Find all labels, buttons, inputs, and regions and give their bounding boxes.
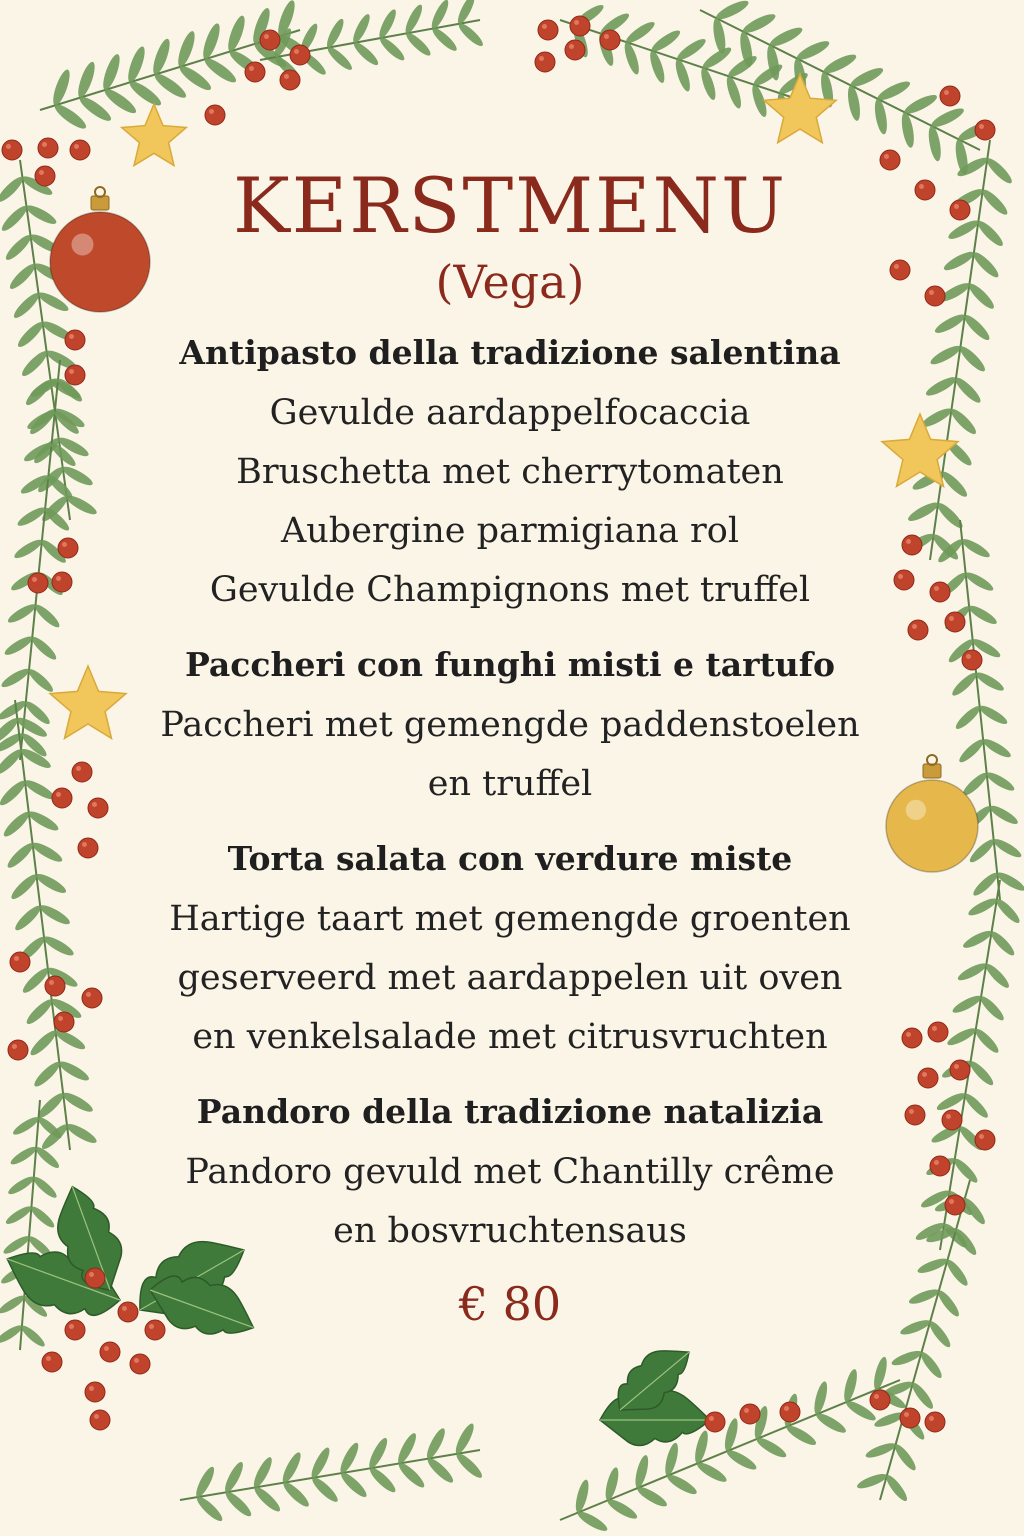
course-item: Hartige taart met gemengde groenten <box>169 899 851 939</box>
course-title: Torta salata con verdure miste <box>227 839 793 878</box>
menu-card <box>130 160 890 1337</box>
red-berry-icon <box>245 62 265 82</box>
red-berry-icon <box>82 988 102 1008</box>
red-berry-icon <box>950 1060 970 1080</box>
red-berry-icon <box>918 1068 938 1088</box>
course-item: Pandoro gevuld met Chantilly crême <box>185 1152 835 1192</box>
red-berry-icon <box>290 45 310 65</box>
red-berry-icon <box>85 1268 105 1288</box>
gold-star-icon <box>50 666 126 738</box>
red-berry-icon <box>945 1195 965 1215</box>
red-berry-icon <box>565 40 585 60</box>
red-berry-icon <box>35 166 55 186</box>
red-berry-icon <box>88 798 108 818</box>
red-berry-icon <box>205 105 225 125</box>
course-pandoro <box>130 1081 890 1261</box>
course-item: en venkelsalade met citrusvruchten <box>192 1017 828 1057</box>
gold-star-icon <box>122 104 187 166</box>
red-berry-icon <box>902 1028 922 1048</box>
course-item: Gevulde Champignons met truffel <box>209 570 811 610</box>
red-berry-icon <box>8 1040 28 1060</box>
pine-branch-icon <box>40 0 314 132</box>
red-berry-icon <box>65 1320 85 1340</box>
red-berry-icon <box>600 30 620 50</box>
course-item: Gevulde aardappelfocaccia <box>269 393 751 433</box>
course-paccheri <box>130 634 890 814</box>
red-berry-icon <box>915 180 935 200</box>
red-berry-icon <box>570 16 590 36</box>
red-berry-icon <box>908 620 928 640</box>
red-berry-icon <box>975 120 995 140</box>
red-berry-icon <box>538 20 558 40</box>
course-item: en truffel <box>427 764 593 804</box>
red-berry-icon <box>65 365 85 385</box>
course-item: Paccheri met gemengde paddenstoelen <box>160 705 860 745</box>
course-item: Bruschetta met cherrytomaten <box>236 452 784 492</box>
red-berry-icon <box>870 1390 890 1410</box>
red-berry-icon <box>45 976 65 996</box>
red-berry-icon <box>925 286 945 306</box>
red-berry-icon <box>930 1156 950 1176</box>
course-item: Aubergine parmigiana rol <box>280 511 740 551</box>
course-title: Paccheri con funghi misti e tartufo <box>185 645 835 684</box>
red-berry-icon <box>740 1404 760 1424</box>
red-berry-icon <box>130 1354 150 1374</box>
red-berry-icon <box>780 1402 800 1422</box>
red-berry-icon <box>928 1022 948 1042</box>
red-berry-icon <box>10 952 30 972</box>
red-berry-icon <box>100 1342 120 1362</box>
red-berry-icon <box>975 1130 995 1150</box>
red-berry-icon <box>2 140 22 160</box>
red-berry-icon <box>890 260 910 280</box>
red-berry-icon <box>52 788 72 808</box>
red-berry-icon <box>945 612 965 632</box>
course-torta-salata <box>130 828 890 1067</box>
red-berry-icon <box>28 573 48 593</box>
pine-branch-icon <box>180 1421 485 1524</box>
red-berry-icon <box>942 1110 962 1130</box>
red-berry-icon <box>78 838 98 858</box>
red-berry-icon <box>894 570 914 590</box>
pine-branch-icon <box>560 1356 908 1534</box>
red-berry-icon <box>940 86 960 106</box>
red-berry-icon <box>902 535 922 555</box>
red-berry-icon <box>58 538 78 558</box>
red-berry-icon <box>85 1382 105 1402</box>
red-berry-icon <box>900 1408 920 1428</box>
course-item: geserveerd met aardappelen uit oven <box>177 958 843 998</box>
red-berry-icon <box>260 30 280 50</box>
red-berry-icon <box>905 1105 925 1125</box>
red-berry-icon <box>280 70 300 90</box>
red-berry-icon <box>54 1012 74 1032</box>
menu-title: KERSTMENU <box>232 161 788 250</box>
menu-subtitle: (Vega) <box>435 255 585 309</box>
red-berry-icon <box>70 140 90 160</box>
red-berry-icon <box>42 1352 62 1372</box>
menu-price: € 80 <box>458 1277 562 1331</box>
red-berry-icon <box>38 138 58 158</box>
red-berry-icon <box>65 330 85 350</box>
red-berry-icon <box>52 572 72 592</box>
gold-ornament-icon <box>886 755 978 872</box>
course-item: en bosvruchtensaus <box>333 1211 687 1251</box>
red-berry-icon <box>72 762 92 782</box>
red-berry-icon <box>962 650 982 670</box>
red-berry-icon <box>930 582 950 602</box>
red-berry-icon <box>925 1412 945 1432</box>
course-title: Antipasto della tradizione salentina <box>179 333 841 372</box>
red-berry-icon <box>535 52 555 72</box>
course-antipasto <box>130 322 890 620</box>
red-berry-icon <box>950 200 970 220</box>
red-berry-icon <box>705 1412 725 1432</box>
red-berry-icon <box>90 1410 110 1430</box>
course-title: Pandoro della tradizione natalizia <box>196 1092 824 1131</box>
